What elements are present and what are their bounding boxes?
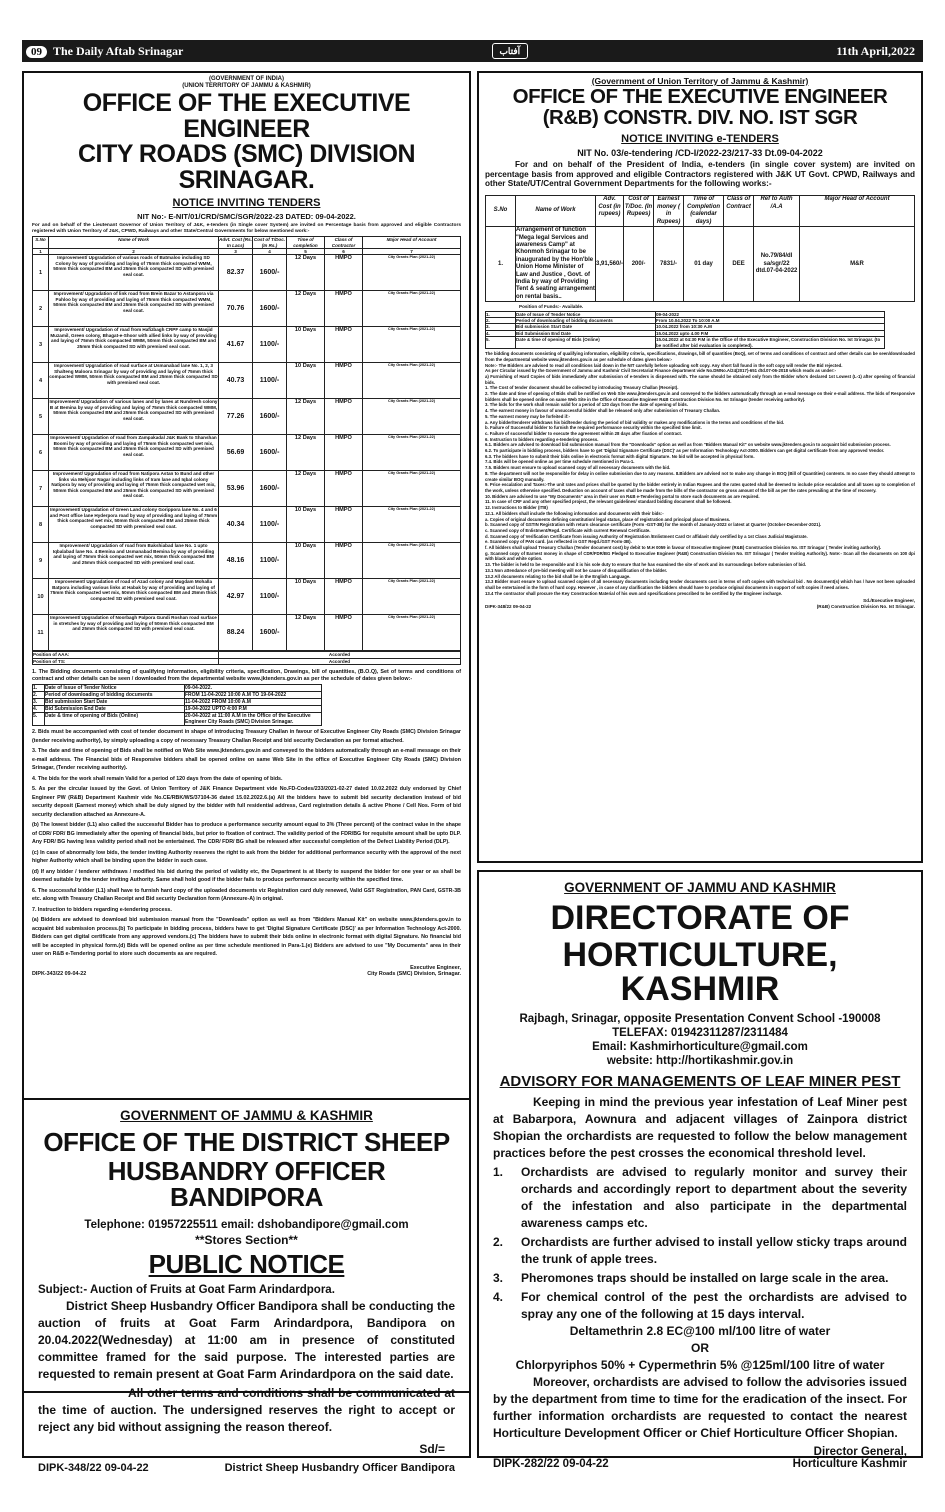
ad3-contact: Telephone: 01957225511 email: dshobandipore@gmail.com [84,1218,409,1231]
ad3-title-1: OFFICE OF THE DISTRICT SHEEP [43,1127,450,1157]
cell-name: Improvement/ Upgradation of road of Azad colony and Mugdam Mohalla Batpora including various links at Habak by way of providing and laying of 75mm thick compacted wet mix, 50mm thick compacted BM and 25mm thick compacted SD with premixed seal coat. [49,579,219,615]
term-line: 13.3 Bidder must ensure to upload scanned copies of all necessary documents including tender documents cost in terms of soft copies with technical bid . No document(s) which has / have not been uploaded shall be entertained in the form of hard copy. However , in case of any clarification the bidders should have to produce original documents in support of soft copies if need arises. [485,579,915,590]
term-line: b. Scanned copy of GSTIN Registration with return clearance certificate (Form -GST-3B) for the month of January-2022 or latest at Quarter (October-December-2021). [485,522,822,528]
ad4-website: website: http://hortikashmir.gov.in [606,1055,794,1068]
col-num: 5 [287,249,325,255]
ad1-terms [32,728,461,959]
term-paragraph: 2. Bids must be accompanied with cost of tender document in shape of introducing Treasury Challan in favour of Executive Engineer City Roads (SMC) Division Srinagar (tender receiving authority), by simply uploading a copy of necessary Treasury Challan Receipt and bid security Declaration as per format attached. [32,729,461,744]
aaa-label: Position of AAA: [33,652,219,658]
date-value: 15.04.2022 upto 4.00 P.M [656,330,885,336]
term-line: 2. The date and time of opening of Bids shall be notified on Web Site www.jktenders.gov.in and conveyed to the bidders automatically through an e-mail message on their e-mail address. The bids of Responsive bidders shall be opened online on same Web Site in the Office of Executive Engineer R&B Construction Division No. Ist Srinagar (tender receiving authority). [485,391,915,402]
cell-sno: 6 [33,435,49,471]
cell-cost: 41.67 [219,327,253,363]
term-paragraph: 6. The successful bidder (L1) shall have to furnish hard copy of the uploaded documents viz Registration card duly renewed, Valid GST Registration, PAN Card, GSTR-3B etc. along with Treasury Challan Receipt and Bid security Declaration form (Annexure-A) in original. [32,887,461,903]
col-tdoc: Cost of T/Doc. (In Rupees) [624,196,654,227]
cell-time: 10 Days [287,507,325,543]
col-num: 4 [253,249,287,255]
cell-tdoc: 1600/- [253,435,287,471]
cell-name: Improvement/ Upgradation of link road from Brein Bazar to Astanpora via Pahloo by way of providing and laying of 75mm thick compacted WMM, 50mm thick compacted BM and 25mm thick compacted SD with premixed seal coat. [49,291,219,327]
cell-cost: 48.16 [219,543,253,579]
cell-cost: 70.76 [219,291,253,327]
cell-tdoc: 200/- [624,227,654,302]
table-row [33,579,461,615]
ad2-sign-1: Sd./Executive Engineer, [863,598,915,604]
ad4-dipk: DIPK-282/22 09-04-22 [493,1458,609,1471]
ad3-footer [38,1462,455,1474]
gov-line-2: (UNION TERRITORY OF JAMMU & KASHMIR) [182,83,311,89]
table-row [33,363,461,399]
ad4-sign-2: Horticulture Kashmir [792,1458,907,1471]
cell-cost: 40.34 [219,507,253,543]
col-num: 1 [33,249,49,255]
cell-head: City Grants Plan (2021-22) [363,399,461,435]
cell-time: 10 Days [287,327,325,363]
term-line: 5. The earnest money may be forfeited if:- [485,413,571,419]
cell-head: M&R [800,227,915,302]
ad4-chem-2: Chlorpyriphos 50% + Cypermethrin 5% @125ml/100 litre of water [515,1358,885,1373]
term-paragraph: 5. As per the circular issued by the Govt. of Union Territory of J&K Finance Department vide No.FD-Codes/233/2021-02-27 dated 10.02.2022 duly endorsed by Chief Engineer PW (R&B) Department Kashmir vide No.CE/RBK/WS/37104-36 dated 15.02.2022.6.(a) All the bidders have to submit bid security declaration instead of bid security deposit (Earnest money) which shall be duly signed by the bidder with full residential address, Card registration details & active Phone / Cell Nos. Form of bid security declaration attached as Annexure-A. [32,786,461,818]
table-row [33,435,461,471]
ad4-chem-1: Deltamethrin 2.8 EC@100 ml/100 litre of water [569,1324,831,1339]
cell-class: HMPO [325,471,363,507]
cell-name: Improvement/ Upgradation of road surface at Usmanabad lane No. 1, 2, 3 Shalteng Maloora Srinagar by way of providing and laying of 75mm thick compacted WMM, 50mm thick compacted BM and 25mm thick compacted SD with premixed seal coat. [49,363,219,399]
cell-head: City Grants Plan (2021-22) [363,435,461,471]
col-num: 7 [363,249,461,255]
cell-tdoc: 1100/- [253,327,287,363]
cell-cost: 53.96 [219,471,253,507]
ad1-notice-heading: NOTICE INVITING TENDERS [172,197,321,209]
term-paragraph: 7. Instruction to bidders regarding e-tendering process. [32,906,172,913]
cell-name: Improvement/ Upgradation of road from Bakshiabad lane No. 1 upto Iqbalabad lane No. 4 Bemina and Usmanabad Bemina by way of providing and laying of 75mm thick compacted wet mix, 50mm thick compacted BM and 25mm thick compacted SD with premixed seal coat. [49,543,219,579]
cell-tdoc: 1100/- [253,543,287,579]
cell-class: HMPO [325,579,363,615]
ad3-sign: District Sheep Husbandry Officer Bandipora [224,1461,455,1474]
date-no: 4. [33,706,45,713]
cell-name: Improvement/ Upgradation of road from Natipora Astan to Bund and other links via Mehjoor Nagar including links of Iram lane and Iqbal colony Natipora by way of providing and laying of 75mm thick compacted wet mix, 50mm thick compacted BM and 25mm thick compacted SD with premixed seal coat. [49,471,219,507]
cell-class: HMPO [325,291,363,327]
ad1-footer [32,971,461,977]
cell-class: HMPO [325,255,363,291]
term-line: f. All bidders shall upload Treasury Challan (Tender document cost) by debit to M.H 0059 in favour of Executive Engineer (R&B) Construction Division No. IST Srinagar ( Tender inviting authority). [485,545,882,551]
cell-class: HMPO [325,507,363,543]
col-cost: Advt. Cost (Rs. In Lacs) [219,237,252,248]
cell-sno: 11 [33,615,49,651]
ad4-items [493,1164,907,1323]
cell-cost: 40.73 [219,363,253,399]
date-no: 5. [33,713,45,726]
ad1-title-2: CITY ROADS (SMC) DIVISION SRINAGAR. [77,140,416,194]
cell-cost: 82.37 [219,255,253,291]
cell-cost: 88.24 [219,615,253,651]
cell-time: 12 Days [287,291,325,327]
term-line: 7.4. Bids will be opened online as per time schedule mentioned in Para-1. [485,459,635,465]
ad3-para-1: District Sheep Husbandry Officer Bandipora shall be conducting the auction of fruits at Goat Farm Arindardpora, Bandipora on 20.04.2022(Wednesday) at 11:00 am in presence of constituted committee framed for the said purpose. The interested parties are requested to remain present at Goat Farm Arindardpora on the said date. [38,1298,455,1381]
date-label: Period of downloading of bidding documents [516,318,656,324]
cell-class: DEE [724,227,754,302]
ad1-works-table [32,236,461,651]
cell-name: Improvement/ Upgradation of Green Land colony Gorippora lane No. 4 and 6 and Post office lane Hyderpora road by way of providing and laying of 75mm thick compacted wet mix, 50mm thick compacted BM and 25mm thick compacted SD with premixed seal coat. [49,507,219,543]
date-value: FROM 11-04-2022 10:00 A.M TO 19-04-2022 [185,692,322,699]
col-time: Time of Completion (calendar days) [684,196,724,227]
cell-head: City Grants Plan (2021-22) [363,255,461,291]
term-line: e. Scanned copy of PAN card. (as reflected in GST Regd./GST Form-3B). [485,539,632,545]
term-line: The bidding documents consisting of qualifying information, eligibility criteria, specifications, drawings, bill of quantities (BoQ), set of terms and conditions of contract and other details can be seen/downloaded from the departmental website www.jktenders.gov.in as per schedule of dates given below:- [485,351,915,362]
term-line: Note:- The Bidders are advised to read all conditions laid down in the NIT carefully before uploading soft copy. Any short fall found in the soft copy will render the Bid rejected. [485,362,843,368]
term-line: 6. Instruction to bidders regarding e-tendering process. [485,436,599,442]
ad1-position-table [32,651,461,665]
cell-sno: 9 [33,543,49,579]
paper-name: The Daily Aftab Srinagar [53,43,184,58]
cell-name: Improvement/ Upgradation of road from Zampakadal J&K Bank to Shanshan Boomi by way of providing and laying of 75mm thick compacted wet mix, 50mm thick compacted BM and 25mm thick compacted SD with premixed seal coat. [49,435,219,471]
ad1-dipk: DIPK-343/22 09-04-22 [32,970,87,977]
cell-time: 01 day [684,227,724,302]
term-line: 6.2. To participate in bidding process, bidders have to get 'Digital Signature Certificate (DSC)' as per Information Technology Act-2000. Bidders can get digital certificate from any approved Vendor. [485,448,885,454]
ad4-email: Email: Kashmirhorticulture@gmail.com [592,1041,808,1054]
term-paragraph: (c) In case of abnormally low bids, the tender inviting Authority reserves the right to ask from the bidder for additional performance security with the approval of the next higher Authority which shall be binding upon the bidder in such case. [32,849,461,865]
ad2-funds: Position of Funds:- Available. [519,304,584,310]
date-no: 2. [486,318,516,324]
date-value: 20-04-2022 at 11:00 A.M in the Office of the Executive Engineer City Roads (SMC) Division Srinagar. [185,713,322,726]
col-cost: Adv. Cost (in rupees) [596,196,624,227]
cell-head: City Grants Plan (2021-22) [363,291,461,327]
date-value: 09-04-2022. [185,685,322,692]
ad1-para-1: 1. The Bidding documents consisting of qualifying information, eligibility criteria, specification, Drawings, bill of quantities, (B.O.Q), Set of terms and conditions of contract and other details can be seen / downloaded from the departmental website www.jktenders.gov.in as per the schedule of dates given below:- [32,669,461,682]
term-line: a) Furnishing of Hard Copies of bids immediately after submission of e-tenders is dispensed with. The same should be obtained only from the Bidder who's declared 1st Lowest (L-1) after opening of financial bids. [485,373,915,385]
cell-cost: 42.97 [219,579,253,615]
ad1-title-1: OFFICE OF THE EXECUTIVE ENGINEER [82,89,411,143]
paper-logo: آفتاب [492,43,528,59]
ad4-intro: Keeping in mind the previous year infestation of Leaf Miner pest at Babarpora, Aownura and adjacent villages of Zainpora district Shopian the orchardists are requested to follow the below management practices before the pest crosses the economical threshold level. [493,1095,907,1161]
ad2-title-1: OFFICE OF THE EXECUTIVE ENGINEER [512,85,888,108]
ts-label: Position of TS: [33,658,219,664]
term-line: 11. In case of CRF and any other specified project, the relevant guidelines/ standard bidding document shall be followed. [485,499,732,505]
date-label: Bid submission Start Date [516,324,656,330]
term-line: 13.1 Non attendance of pre-bid meeting will not be cause of disqualification of the bidder. [485,567,668,573]
date-label: Date of Issue of Tender Notice [45,685,185,692]
table-row [33,291,461,327]
term-line: 8. The department will not be responsible for delay in online submission due to any reasons. 8.Bidders are advised not to make any change in BOQ (Bill of Quantities) contents. In no case they should attempt to create similar BOQ manually. [485,470,915,482]
table-row [33,255,461,291]
cell-tdoc: 1600/- [253,615,287,651]
term-paragraph: (b) The lowest bidder (L1) also called the successful Bidder has to produce a performance security amount equal to 3% (Three percent) of the contract value in the shape of CDR/ FDR/ BG immediately after the opening of financial bids, but prior to fixation of contract. The validity period of the FDR/BG for requisite amount shall be upto DLP. Any FDR/ BG having less validity period shall not be entertained. The CDR/ FDR/ BG shall be released after successful completion of the Defect Liability Period (DLP). [32,822,461,846]
cell-name: Arrangement of function "Mega legal Services and awareness Camp" at Khonmoh Srinagar to be inaugurated by the Hon'ble Union Home Minister of Law and Justice , Govt. of India by way of Providing Tent & seating arrangement on rental basis.. [516,227,595,300]
date-no: 3. [486,324,516,330]
cell-head: City Grants Plan (2021-22) [363,327,461,363]
term-line: 12.1. All bidders shall include the following information and documents with their bids:- [485,510,664,516]
cell-emd: 7831/- [654,227,684,302]
table-row [33,507,461,543]
col-class: Class of Contract [724,196,754,227]
term-line: b. Failure of Successful bidder to furnish the required performance security within the specified time limit. [485,425,702,431]
cell-time: 12 Days [287,399,325,435]
ad4-footer [493,1458,907,1470]
term-line: 13.2 All documents relating to the bid shall be in the English Language. [485,573,631,579]
item-text: Pheromones traps should be installed on large scale in the area. [521,1271,889,1286]
date-value: 19-04-2022 UPTO 4:00 P.M [185,706,322,713]
term-paragraph: 4. The bids for the work shall remain Valid for a period of 120 days from the date of opening of bids. [32,775,283,782]
col-sno: S.No [486,196,516,227]
cell-sno: 1 [33,255,49,291]
term-paragraph: 3. The date and time of opening of Bids shall be notified on Web Site www.jktenders.gov.in and conveyed to the bidders automatically through an e-mail message on their e-mail address. The Financial bids of Responsive bidders shall be opened online on same Web Site in the office of Executive Engineer City Roads (SMC) Division Srinagar, (Tender receiving authority). [32,748,461,772]
table-row [33,543,461,579]
cell-tdoc: 1600/- [253,291,287,327]
col-time: Time of completion [287,237,325,249]
list-item [493,1270,907,1287]
item-number: 1. [493,1165,504,1180]
cell-ref: No.79/84/dl sa/sgr/22 dtd.07-04-2022 [754,227,800,302]
col-ref: Ref to Auth /A.A [754,196,800,227]
ad4-title-1: DIRECTORATE OF [550,899,850,937]
date-value: From 10.04.2022 To 10:00 A.M [656,318,885,324]
issue-date: 11th April,2022 [836,43,915,58]
term-paragraph: (a) Bidders are advised to download bid submission manual from the "Downloads" option as well as from "Bidders Manual Kit" on website www.jktenders.gov.in to acquaint bid submission process.(b) To participate in bidding process, bidders have to get 'Digital Signature Certificate (DSC)' as per Information Technology Act-2000. Bidders can get digital certificate from any approved vendors.(c) The bidders have to submit their bids online in electronic format with digital Signature. No financial bid will be accepted in physical form.(d) Bids will be opened online as per time schedule mentioned in Para-1.(e) Bidders are advised to use "My Documents" area in their user on R&B e-Tendering portal to store such documents as are required. [32,917,461,958]
table-row [33,706,322,713]
cell-tdoc: 1600/- [253,255,287,291]
cell-time: 10 Days [287,579,325,615]
cell-sno: 2 [33,291,49,327]
cell-cost: 56.69 [219,435,253,471]
term-line: a. Copies of original documents defining constitution/ legal status, place of registration and principal place of Business. [485,516,731,522]
date-value: 09-04-2022 [656,311,885,317]
cell-time: 12 Days [287,435,325,471]
term-paragraph: (d) If any bidder / tenderer withdraws / modified his bid during the period of validity etc, the Department is at liberty to suspend the bidder for one year or as shall be deemed suitable by the tender inviting Authority. Same shall hold good if the bidder fails to produce performance security within the specified time. [32,868,461,884]
ad1-dates-table [32,684,322,726]
ad2-title-2: (R&B) CONSTR. DIV. NO. IST SGR [542,105,858,129]
cell-head: City Grants Plan (2021-22) [363,615,461,651]
cell-cost: 77.26 [219,399,253,435]
ad3-section: **Stores Section** [195,1232,298,1247]
cell-tdoc: 1100/- [253,507,287,543]
date-label: Bid submission Start Date [45,699,185,706]
item-number: 2. [493,1235,504,1250]
term-line: 10. Bidders are advised to use "My Documents" area in their user on R&B e-Tendering portal to store such documents as are required. [485,493,760,499]
cell-class: HMPO [325,615,363,651]
gov-line-1: (GOVERNMENT OF INDIA) [209,76,284,82]
cell-sno: 5 [33,399,49,435]
cell-sno: 1. [486,227,516,302]
term-line: c. Failure of successful bidder to execute the agreement within 28 days after fixation of contract. [485,430,682,436]
ad2-nit: NIT No. 03/e-tendering /CD-I/2022-23/217-33 Dt.09-04-2022 [577,147,823,158]
table-row [33,327,461,363]
ad1-sign-2: City Roads (SMC) Division, Srinagar. [367,970,461,977]
term-line: 12. Instructions to Bidder (ITB) [485,505,548,511]
cell-tdoc: 1600/- [253,399,287,435]
ad2-sign-2: (R&B) Construction Division No. Ist Srinagar. [816,603,915,609]
ad4-title-2: HORTICULTURE, KASHMIR [562,935,838,1009]
cell-name: Improvement/ Upgradation of various roads of Batmaloo including SD Colony by way of providing and laying of 75mm thick compacted WMM, 50mm thick compacted BM and 25mm thick compacted SD with premixed seal coat. [49,255,219,291]
ad2-terms [485,351,915,596]
table-row [33,615,461,651]
ad3-sd: Sd/= [419,1441,445,1456]
date-no: 5. [486,337,516,349]
table-row [486,337,885,349]
col-name: Name of Work [516,196,596,227]
table-row [33,471,461,507]
col-tdoc: Cost of T/Doc. (In Rs.) [253,237,286,248]
ad3-para-2: All other terms and conditions shall be communicated at the time of auction. The undersigned reserves the right to accept or reject any bid without assigning the reason thereof. [38,1385,455,1434]
ad4-closing: Moreover, orchardists are advised to follow the advisories issued by the department from time to time for the eradication of the insect. For further information orchardists are requested to contact the nearest Horticulture Development Officer or Chief Horticulture Officer Shopian. [493,1375,907,1441]
term-line: 3. The bids for the work shall remain valid for a period of 120 days from the date of opening of bids. [485,402,688,408]
masthead [22,40,923,62]
col-num: 2 [49,249,219,255]
date-no: 3. [33,699,45,706]
date-label: Period of downloading of bidding documents [45,692,185,699]
date-label: Bid Submission End Date [45,706,185,713]
page-number: 09 [26,46,47,58]
ad3-dipk: DIPK-348/22 09-04-22 [38,1461,149,1474]
term-line: 4. The earnest money in favour of unsuccessful bidder shall be released only after submission of Treasury Challan. [485,408,721,414]
cell-class: HMPO [325,435,363,471]
date-label: Date of Issue of Tender Notice [516,311,656,317]
ad4-address: Rajbagh, Srinagar, opposite Presentation Convent School -190008 [519,1013,881,1026]
list-item [493,1164,907,1232]
cell-time: 12 Days [287,255,325,291]
cell-head: City Grants Plan (2021-22) [363,543,461,579]
item-number: 3. [493,1271,504,1286]
ad3-gov: GOVERNMENT OF JAMMU & KASHMIR [120,1108,373,1123]
cell-class: HMPO [325,543,363,579]
table-row [33,713,322,726]
cell-sno: 8 [33,507,49,543]
cell-sno: 3 [33,327,49,363]
term-line: 13.4 The contractor shall procure the Key Construction Material of his own and specifications prescribed to be certified by the Engineer incharge. [485,590,783,596]
list-item [493,1234,907,1268]
ad1-sign-1: Executive Engineer, [410,964,461,971]
cell-cost: 3,91,560/- [596,227,624,302]
col-head: Major Head of Account [363,237,461,249]
term-line: c. Scanned copy of Enlistment/Regd. Certificate with current Renewal Certificate. [485,527,651,533]
cell-class: HMPO [325,399,363,435]
term-line: 13. The bidder is held to be responsible and it is his sole duty to ensure that he has examined the site of work and its surroundings before submission of bid. [485,562,807,568]
col-num: 3 [219,249,253,255]
ad3-subject: Subject:- Auction of Fruits at Goat Farm Arindardpora. [38,1283,335,1296]
term-line: As per Circular issued by the Government of Jammu and Kashmir Civil Secretariat Finance department vide No.DMNo.A/24(2017)-651 dtd.07-06-2018 which reads as under:- [485,368,837,374]
aaa-value: Accorded [219,652,461,658]
date-no: 2. [33,692,45,699]
table-row [33,692,322,699]
cell-time: 10 Days [287,543,325,579]
date-label: Date & time of opening of Bids (Online) [516,337,656,349]
ad-horticulture [477,870,923,1471]
item-text: For chemical control of the pest the orchardists are advised to spray any one of the following at 15 days interval. [521,1290,907,1322]
term-line: 1. The Cost of tender document should be collected by introducing Treasury Challan (Receipt). [485,385,679,391]
ad2-intro: For and on behalf of the President of India, e-tenders (in single cover system) are invited on percentage basis from approved and eligible Contractors registered with J&K UT Govt. CPWD, Railways and other State/UT/Central Government Departments for the following works:- [485,159,915,189]
item-number: 4. [493,1290,504,1305]
col-emd: Earnest money ( in Rupees) [654,196,684,227]
date-value: 15.04.2022 at 04:30 P.M in the Office of the Executive Engineer, Construction Division No. Ist Srinagar. (to be notified after bid evaluation is completed). [656,337,885,349]
col-num: 6 [325,249,363,255]
date-no: 1. [486,311,516,317]
ad-rnb-constr [477,71,923,863]
ad3-notice-heading: PUBLIC NOTICE [148,1248,345,1279]
term-line: g. Scanned copy of Earnest money in shape of CDR/FDR/BG Pledged to Executive Engineer (R&B) Construction Division No. IST Srinagar ( Tender Inviting Authority). Note:- Scan all the documents on 100 dpi with black and white option. [485,550,915,562]
cell-sno: 10 [33,579,49,615]
item-text: Orchardists are advised to regularly monitor and survey their orchards and accordingly report to department about the severity of the infestation and also participate in the departmental awareness camps etc. [521,1165,907,1231]
date-label: Bid Submission End Date [516,330,656,336]
cell-class: HMPO [325,327,363,363]
ad2-works-table [485,195,915,302]
date-label: Date & time of opening of Bids (Online) [45,713,185,726]
masthead-left [26,44,183,59]
date-no: 1. [33,685,45,692]
cell-head: City Grants Plan (2021-22) [363,363,461,399]
item-text: Orchardists are further advised to install yellow sticky traps around the trunk of apple trees. [521,1235,907,1267]
ad1-intro: For and on behalf of the Lieutenant Governor of Union Territory of J&K, e-tenders (in Single cover System) are invited on Percentage basis from approved and eligible Contractors registered with Union Territory of J&K, CPWD, Railways and other State/Central Governments for below mentioned work:- [32,223,461,234]
ad2-dipk: DIPK-348/22 09-04-22 [485,603,532,609]
cell-name: Improvement/ Upgradation of Noorbagh Palpora Gundi Roshan road surface in stretches by way of providing and laying of 50mm thick compacted BM and 25mm thick compacted SD with premixed seal coat. [49,615,219,651]
term-line: a. Any bidder/tenderer withdraws his bid/tender during the period of bid validity or makes any modifications in the terms and conditions of the bid. [485,419,785,425]
cell-sno: 7 [33,471,49,507]
ad4-or: OR [691,1341,709,1356]
cell-name: Improvement/ Upgradation of various lanes and by lanes at Nundresh colony B at Bemina by way of providing and laying of 75mm thick compacted WMM, 50mm thick compacted BM and 25mm thick compacted SD with premixed seal coat. [49,399,219,435]
ad2-gov: (Government of Union Territory of Jammu & Kashmir) [591,76,809,86]
col-head: Major Head of Account [800,196,915,227]
term-line: 6.3. The bidders have to submit their bids online in electronic format with digital Signature. No bid will be accepted in physical form. [485,453,755,459]
term-line: d. Scanned copy of Verification Certificate from issuing Authority of Registration /Enlistment Card Or affidavit duly certified by a 1st Class Judicial Magistrate. [485,533,808,539]
ad2-footer [485,604,915,609]
ad2-dates-table [485,311,885,349]
date-value: 10.04.2022 from 10:30 A.M [656,324,885,330]
ad4-advisory-heading: ADVISORY FOR MANAGEMENTS OF LEAF MINER PEST [499,1073,901,1091]
ts-value: Accorded [219,658,461,664]
ad1-nit: NIT No:- E-NIT/01/CRD/SMC/SGR/2022-23 DATED: 09-04-2022. [137,212,356,221]
cell-tdoc: 1600/- [253,471,287,507]
cell-name: Improvement/ Upgradation of road from Hafizbagh CRPF camp to Masjid Muzamil, Green colony, Bhagat-e-Shoor with allied links by way of providing and laying of 75mm thick compacted WMM, 50mm thick compacted BM and 25mm thick compacted SD with premixed seal coat. [49,327,219,363]
ad3-title-2: HUSBANDRY OFFICER BANDIPORA [107,1155,386,1213]
cell-head: City Grants Plan (2021-22) [363,507,461,543]
col-class: Class of Contractor [325,237,363,249]
table-row [33,699,322,706]
cell-tdoc: 1100/- [253,579,287,615]
cell-head: City Grants Plan (2021-22) [363,471,461,507]
list-item [493,1289,907,1323]
cell-time: 10 Days [287,363,325,399]
ad3-frame [22,1098,471,1474]
term-line: 7.5. Bidders must ensure to upload scanned copy of all necessary documents with the bid. [485,465,671,471]
table-row [33,685,322,692]
cell-time: 12 Days [287,471,325,507]
cell-sno: 4 [33,363,49,399]
cell-tdoc: 1100/- [253,363,287,399]
ad2-notice-heading: NOTICE INVITING e-TENDERS [621,132,779,145]
table-row [33,399,461,435]
col-sno: S.No [33,237,49,249]
date-no: 4. [486,330,516,336]
ad4-telefax: TELEFAX: 01942311287/2311484 [612,1027,788,1040]
cell-time: 12 Days [287,615,325,651]
cell-head: City Grants Plan (2021-22) [363,579,461,615]
term-line: 6.1. Bidders are advised to download bid submission manual from the "Downloads" option as well as from "Bidders Manual Kit" on website www.jktenders.gov.in to acquaint bid submission process. [485,442,891,448]
col-name: Name of Work [49,237,219,249]
ad4-sign-1: Director General, [813,1446,907,1459]
date-value: 11-04-2022 FROM 10:00 A.M [185,699,322,706]
cell-class: HMPO [325,363,363,399]
term-line: 9. Price escalation and Taxes:-The unit rates and prices shall be quoted by the bidder entirely in Indian Rupees and the rates quoted shall be deemed to include price escalation and all taxes up to completion of the work, unless otherwise specified. Deduction on account of taxes shall be made from the bills of the contractor on gross amount of the bill as per the rates prevailing at the time of recovery. [485,482,915,493]
ad4-gov: GOVERNMENT OF JAMMU AND KASHMIR [564,880,836,895]
